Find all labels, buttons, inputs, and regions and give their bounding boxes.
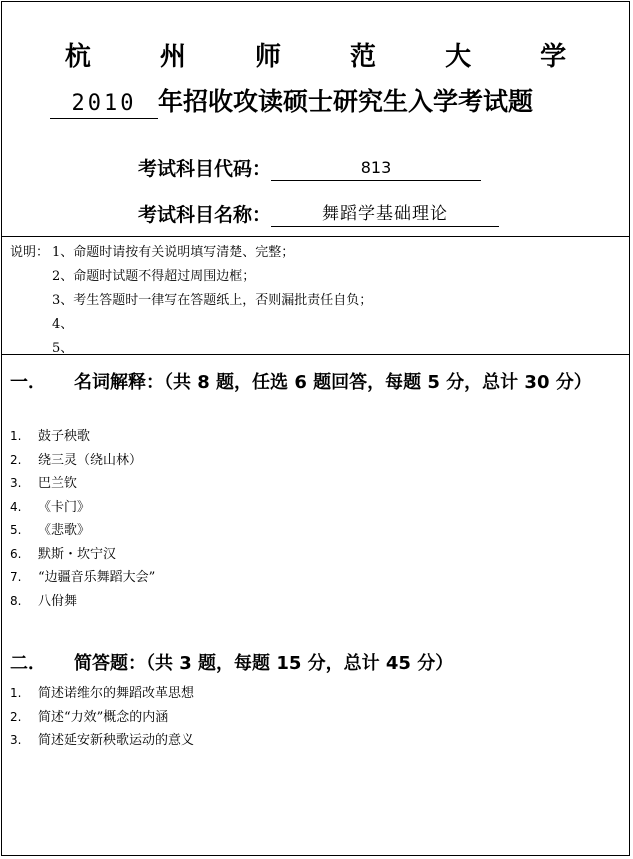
question-number: 8.: [10, 593, 22, 608]
subject-code-value: 813: [271, 156, 481, 181]
question-item: [10, 729, 194, 753]
subject-name-label: 考试科目名称：: [138, 204, 272, 226]
instruction-item: 4、: [52, 317, 74, 332]
question-text: 《卡门》: [38, 499, 91, 515]
question-number: 5.: [10, 523, 22, 537]
question-text: 八佾舞: [38, 593, 78, 609]
question-item: [10, 682, 194, 706]
question-item: [10, 519, 155, 543]
section1-heading: [10, 368, 592, 394]
instruction-line: [10, 289, 372, 313]
question-number: 1.: [10, 686, 22, 700]
section1-number: 一．: [10, 372, 46, 393]
section2-heading: [10, 649, 453, 675]
exam-year: 2010: [50, 90, 158, 119]
question-text: 《悲歌》: [38, 523, 91, 538]
question-number: 2.: [10, 709, 22, 724]
divider-header: [2, 236, 629, 237]
section2-title: 简答题：（共 3 题，每题 15 分，总计 45 分）: [74, 653, 454, 674]
question-number: 1.: [10, 429, 22, 443]
university-name: 杭 州 师 范 大 学: [64, 42, 597, 72]
question-text: 绕三灵（绕山林）: [38, 452, 143, 468]
exam-paper: [1, 1, 630, 856]
exam-title-text: 年招收攻读硕士研究生入学考试题: [158, 87, 534, 116]
question-item: [10, 472, 155, 496]
question-number: 2.: [10, 452, 22, 467]
question-text: “边疆音乐舞蹈大会”: [38, 570, 156, 585]
instruction-line: [10, 337, 372, 361]
subject-name-row: [138, 200, 499, 227]
instruction-line: [10, 313, 372, 337]
instruction-line: [10, 265, 372, 289]
exam-title: [50, 82, 533, 119]
question-text: 巴兰钦: [38, 476, 78, 491]
instruction-item: 2、命题时试题不得超过周围边框；: [52, 269, 256, 284]
subject-code-label: 考试科目代码：: [138, 158, 272, 180]
question-item: [10, 706, 194, 730]
section1-title: 名词解释：（共 8 题，任选 6 题回答，每题 5 分，总计 30 分）: [74, 372, 592, 393]
question-text: 简述“力效”概念的内涵: [38, 709, 169, 725]
instructions-prefix: 说明：: [10, 245, 50, 260]
instruction-line: [10, 241, 372, 265]
instruction-item: 1、命题时请按有关说明填写清楚、完整；: [52, 245, 295, 260]
instruction-item: 5、: [52, 341, 74, 356]
divider-instructions: [2, 354, 629, 355]
question-number: 6.: [10, 546, 22, 561]
section2-question-list: [10, 682, 194, 753]
question-item: [10, 590, 155, 614]
question-text: 简述诺维尔的舞蹈改革思想: [38, 686, 195, 701]
section1-question-list: [10, 425, 155, 613]
question-item: [10, 543, 155, 567]
question-number: 7.: [10, 570, 22, 584]
question-item: [10, 449, 155, 473]
question-item: [10, 425, 155, 449]
question-number: 3.: [10, 733, 22, 747]
section2-number: 二．: [10, 653, 46, 674]
question-text: 鼓子秧歌: [38, 429, 91, 444]
question-text: 默斯・坎宁汉: [38, 546, 117, 562]
instructions-block: [10, 241, 372, 361]
instruction-item: 3、考生答题时一律写在答题纸上，否则漏批责任自负；: [52, 293, 373, 308]
question-item: [10, 566, 155, 590]
subject-name-value: 舞蹈学基础理论: [271, 202, 499, 227]
subject-code-row: [138, 154, 481, 181]
question-text: 简述延安新秧歌运动的意义: [38, 733, 195, 748]
question-item: [10, 496, 155, 520]
question-number: 4.: [10, 499, 22, 514]
question-number: 3.: [10, 476, 22, 490]
